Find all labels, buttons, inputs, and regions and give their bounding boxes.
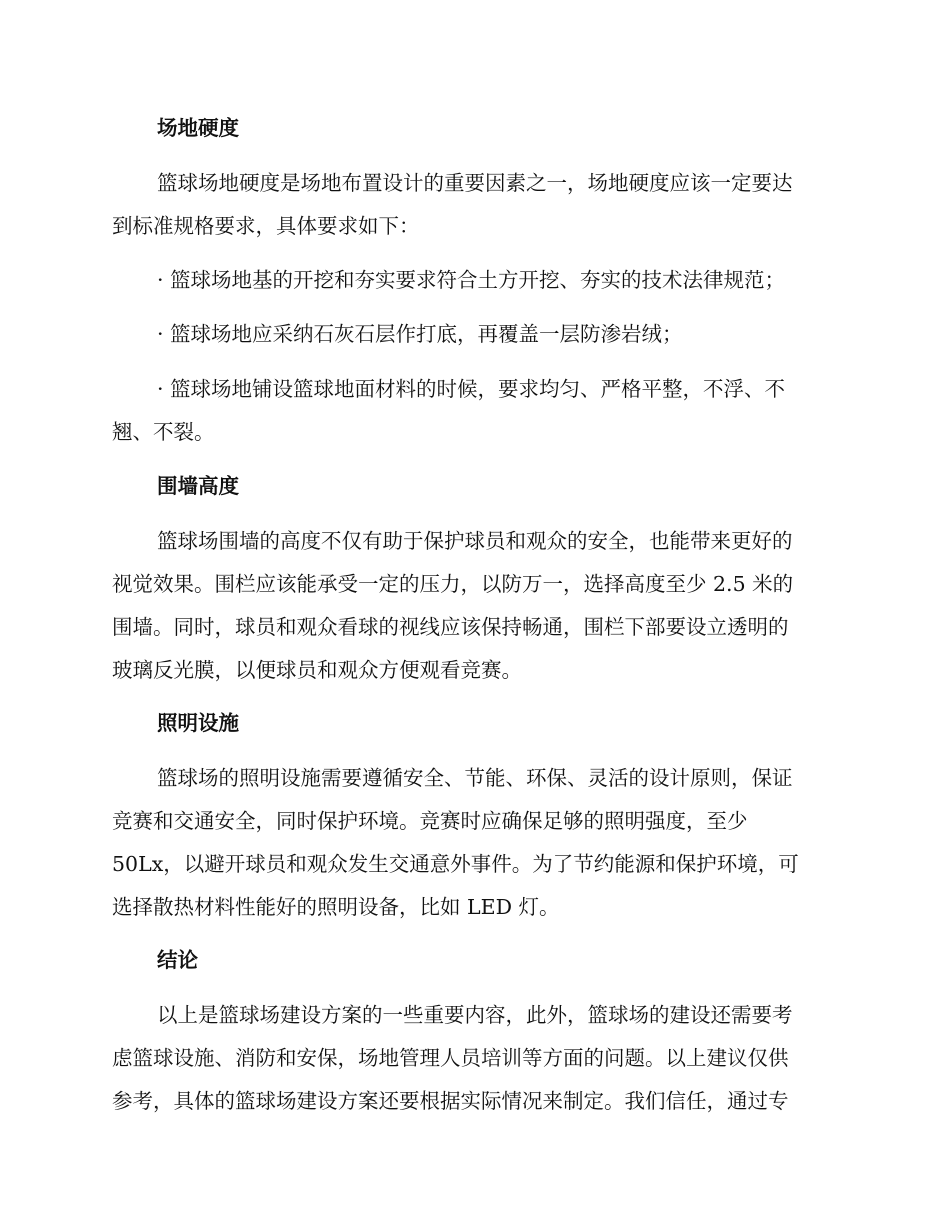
section-heading-conclusion: 结论	[157, 948, 198, 972]
bullet-item: · 篮球场地应采纳石灰石层作打底，再覆盖一层防渗岩绒；	[157, 322, 683, 346]
paragraph-line: 篮球场围墙的高度不仅有助于保护球员和观众的安全，也能带来更好的	[157, 529, 793, 553]
paragraph-line: 围墙。同时，球员和观众看球的视线应该保持畅通，围栏下部要设立透明的	[112, 615, 789, 639]
paragraph-line: 以上是篮球场建设方案的一些重要内容，此外，篮球场的建设还需要考	[157, 1003, 793, 1027]
paragraph-line: 篮球场的照明设施需要遵循安全、节能、环保、灵活的设计原则，保证	[157, 766, 793, 790]
section-heading-field-hardness: 场地硬度	[157, 116, 239, 140]
paragraph-line: 虑篮球设施、消防和安保，场地管理人员培训等方面的问题。以上建议仅供	[112, 1046, 789, 1070]
paragraph-line: 篮球场地硬度是场地布置设计的重要因素之一，场地硬度应该一定要达	[157, 171, 793, 195]
section-heading-wall-height: 围墙高度	[157, 474, 239, 498]
paragraph-line: 选择散热材料性能好的照明设备，比如 LED 灯。	[112, 895, 560, 919]
paragraph-line: 到标准规格要求，具体要求如下：	[112, 214, 420, 238]
bullet-item: · 篮球场地铺设篮球地面材料的时候，要求均匀、严格平整，不浮、不	[157, 377, 786, 401]
section-heading-lighting: 照明设施	[157, 711, 239, 735]
paragraph-line: 参考，具体的篮球场建设方案还要根据实际情况来制定。我们信任，通过专	[112, 1089, 789, 1113]
paragraph-line: 50Lx，以避开球员和观众发生交通意外事件。为了节约能源和保护环境，可	[112, 852, 799, 876]
paragraph-line: 竞赛和交通安全，同时保护环境。竞赛时应确保足够的照明强度，至少	[112, 809, 748, 833]
paragraph-line: 视觉效果。围栏应该能承受一定的压力，以防万一，选择高度至少 2.5 米的	[112, 572, 794, 596]
bullet-item: · 篮球场地基的开挖和夯实要求符合土方开挖、夯实的技术法律规范；	[157, 268, 786, 292]
bullet-continuation: 翘、不裂。	[112, 420, 215, 444]
paragraph-line: 玻璃反光膜，以便球员和观众方便观看竞赛。	[112, 658, 522, 682]
